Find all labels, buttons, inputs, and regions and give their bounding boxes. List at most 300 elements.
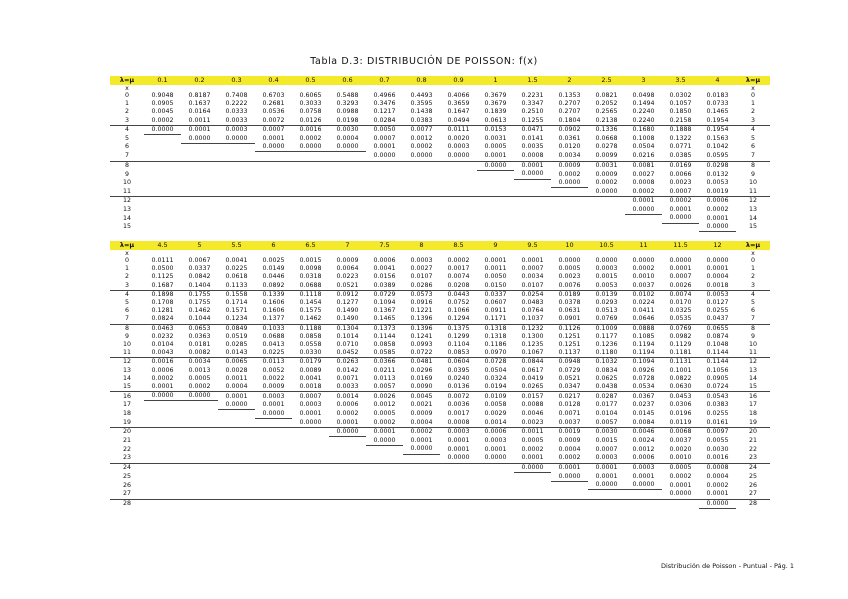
probability-cell: 0.0119 bbox=[669, 418, 692, 426]
probability-cell bbox=[255, 152, 292, 161]
probability-cell: 0.0668 bbox=[595, 134, 618, 142]
probability-cell bbox=[514, 481, 551, 490]
probability-cell bbox=[218, 197, 255, 206]
probability-cell: 0.3595 bbox=[410, 100, 433, 108]
probability-cell: 0.0437 bbox=[706, 315, 729, 323]
probability-cell: 0.0604 bbox=[440, 358, 477, 367]
probability-cell: 0.0120 bbox=[558, 143, 581, 151]
probability-cell: 0.0001 bbox=[484, 152, 507, 160]
probability-cell: 0.5488 bbox=[336, 92, 359, 99]
probability-cell: 0.0286 bbox=[410, 281, 433, 289]
probability-cell: 0.0722 bbox=[410, 349, 433, 357]
probability-cell: 0.1404 bbox=[188, 281, 211, 289]
probability-cell bbox=[292, 206, 329, 215]
probability-cell: 0.0901 bbox=[558, 315, 581, 323]
probability-cell: 0.0500 bbox=[151, 265, 174, 273]
probability-cell: 0.0002 bbox=[151, 116, 174, 124]
x-value-right: 6 bbox=[750, 307, 755, 315]
table-row bbox=[110, 428, 770, 437]
table-row bbox=[110, 125, 770, 134]
lambda-value: 10 bbox=[551, 241, 588, 250]
probability-cell: 0.1232 bbox=[514, 324, 551, 333]
x-label-right: x bbox=[751, 250, 755, 257]
x-value: 16 bbox=[110, 392, 144, 401]
probability-cell bbox=[218, 418, 255, 427]
probability-cell bbox=[144, 499, 181, 508]
probability-cell bbox=[218, 152, 255, 161]
probability-cell: 0.0006 bbox=[373, 257, 396, 264]
probability-cell: 0.0613 bbox=[484, 116, 507, 124]
probability-cell: 0.0395 bbox=[447, 366, 470, 374]
probability-cell bbox=[551, 481, 588, 490]
probability-cell bbox=[218, 454, 255, 463]
probability-cell bbox=[514, 499, 551, 508]
probability-cell bbox=[514, 179, 551, 188]
lambda-value: 0.3 bbox=[218, 76, 255, 85]
lambda-value: 8.5 bbox=[440, 241, 477, 250]
probability-cell: 0.1241 bbox=[410, 332, 433, 340]
probability-cell bbox=[181, 410, 218, 419]
table-row bbox=[110, 206, 770, 215]
probability-cell: 0.0325 bbox=[669, 307, 692, 315]
probability-cell: 0.0000 bbox=[477, 161, 514, 170]
probability-cell: 0.0993 bbox=[410, 341, 433, 349]
probability-cell: 0.0006 bbox=[477, 428, 514, 437]
probability-cell bbox=[255, 499, 292, 508]
probability-cell: 0.0000 bbox=[625, 206, 662, 215]
probability-cell bbox=[329, 161, 366, 170]
probability-cell: 0.0481 bbox=[403, 358, 440, 367]
probability-cell bbox=[218, 490, 255, 499]
table-row bbox=[110, 170, 770, 179]
probability-cell: 0.0161 bbox=[706, 418, 729, 426]
probability-cell: 0.0630 bbox=[669, 383, 692, 391]
probability-cell bbox=[514, 223, 551, 232]
lambda-value: 0.8 bbox=[403, 76, 440, 85]
lambda-value: 7 bbox=[329, 241, 366, 250]
x-value: 17 bbox=[122, 401, 131, 409]
probability-cell: 0.0363 bbox=[188, 332, 211, 340]
lambda-value: 3.5 bbox=[662, 76, 699, 85]
probability-cell bbox=[477, 223, 514, 232]
probability-cell: 0.0076 bbox=[558, 281, 581, 289]
x-value: 27 bbox=[122, 490, 131, 498]
probability-cell: 0.0655 bbox=[699, 324, 736, 333]
probability-cell: 0.4493 bbox=[410, 92, 433, 99]
probability-cell: 0.1462 bbox=[299, 315, 322, 323]
probability-cell: 0.0003 bbox=[595, 265, 618, 273]
probability-cell: 0.0265 bbox=[521, 383, 544, 391]
probability-cell: 0.0023 bbox=[669, 179, 692, 187]
probability-cell: 0.0005 bbox=[484, 143, 507, 151]
x-label: x bbox=[125, 250, 129, 257]
probability-cell: 0.0002 bbox=[403, 428, 440, 437]
probability-cell: 0.1714 bbox=[225, 299, 248, 307]
probability-cell: 0.0126 bbox=[299, 116, 322, 124]
probability-cell: 0.0030 bbox=[588, 428, 625, 437]
x-value-right: 5 bbox=[750, 299, 755, 307]
probability-cell bbox=[181, 152, 218, 161]
probability-cell bbox=[625, 499, 662, 508]
probability-cell: 0.0023 bbox=[521, 418, 544, 426]
probability-cell: 0.0022 bbox=[262, 374, 285, 382]
probability-cell: 0.0003 bbox=[447, 143, 470, 151]
probability-cell: 0.0036 bbox=[447, 401, 470, 409]
probability-cell: 0.0285 bbox=[225, 341, 248, 349]
probability-cell bbox=[477, 473, 514, 482]
probability-cell bbox=[218, 188, 255, 197]
probability-cell: 0.0824 bbox=[151, 315, 174, 323]
probability-cell: 0.0232 bbox=[151, 332, 174, 340]
probability-cell: 0.0240 bbox=[447, 374, 470, 382]
probability-cell: 0.0000 bbox=[403, 445, 440, 454]
probability-cell: 0.0000 bbox=[255, 410, 292, 419]
probability-cell: 0.0009 bbox=[262, 383, 285, 391]
probability-cell bbox=[218, 499, 255, 508]
lambda-value: 0.1 bbox=[144, 76, 181, 85]
probability-cell: 0.0001 bbox=[669, 265, 692, 273]
probability-cell bbox=[144, 445, 181, 454]
x-value: 23 bbox=[122, 454, 131, 462]
probability-cell: 0.0113 bbox=[373, 374, 396, 382]
x-value-right: 12 bbox=[736, 197, 770, 206]
probability-cell: 0.0378 bbox=[558, 299, 581, 307]
probability-cell: 0.0198 bbox=[336, 116, 359, 124]
table-row bbox=[110, 358, 770, 367]
lambda-value: 5 bbox=[181, 241, 218, 250]
probability-cell: 0.0446 bbox=[262, 273, 285, 281]
probability-cell: 0.6065 bbox=[299, 92, 322, 99]
probability-cell: 0.0107 bbox=[521, 281, 544, 289]
probability-cell: 0.0324 bbox=[484, 374, 507, 382]
probability-cell bbox=[181, 401, 218, 410]
probability-cell: 0.1708 bbox=[151, 299, 174, 307]
probability-cell: 0.0077 bbox=[403, 125, 440, 134]
probability-cell bbox=[329, 437, 366, 446]
probability-cell bbox=[255, 161, 292, 170]
probability-cell: 0.2052 bbox=[595, 100, 618, 108]
probability-cell bbox=[144, 170, 181, 179]
probability-cell: 0.0631 bbox=[558, 307, 581, 315]
probability-cell: 0.1032 bbox=[588, 358, 625, 367]
probability-cell: 0.0028 bbox=[225, 366, 248, 374]
x-value-right: 4 bbox=[736, 290, 770, 299]
probability-cell bbox=[144, 401, 181, 410]
probability-cell bbox=[255, 214, 292, 223]
probability-cell: 0.0157 bbox=[514, 392, 551, 401]
x-value: 5 bbox=[124, 299, 129, 307]
probability-cell: 0.0223 bbox=[336, 273, 359, 281]
probability-cell: 0.0688 bbox=[262, 332, 285, 340]
lambda-value: 5.5 bbox=[218, 241, 255, 250]
probability-cell: 0.0001 bbox=[669, 481, 692, 489]
probability-cell bbox=[144, 410, 181, 419]
probability-cell: 0.0001 bbox=[521, 454, 544, 462]
probability-cell: 0.0018 bbox=[706, 281, 729, 289]
probability-cell: 0.0002 bbox=[447, 257, 470, 264]
probability-cell bbox=[218, 410, 255, 419]
probability-cell: 0.0002 bbox=[151, 374, 174, 382]
table-row bbox=[110, 490, 770, 499]
x-value-right: 3 bbox=[750, 281, 755, 289]
x-value-right: 6 bbox=[750, 143, 755, 151]
probability-cell: 0.0041 bbox=[225, 257, 248, 264]
probability-cell: 0.0483 bbox=[521, 299, 544, 307]
x-value: 18 bbox=[122, 409, 131, 417]
probability-cell: 0.0618 bbox=[225, 273, 248, 281]
probability-cell: 0.0149 bbox=[262, 265, 285, 273]
probability-cell bbox=[366, 481, 403, 490]
lambda-label-right: λ=μ bbox=[736, 241, 770, 250]
probability-cell: 0.0026 bbox=[366, 392, 403, 401]
table-row bbox=[110, 179, 770, 188]
probability-cell: 0.0217 bbox=[551, 392, 588, 401]
probability-cell: 0.0653 bbox=[181, 324, 218, 333]
x-value: 9 bbox=[124, 332, 129, 340]
probability-cell: 0.1037 bbox=[521, 315, 544, 323]
probability-cell: 0.0001 bbox=[410, 437, 433, 444]
probability-cell bbox=[440, 490, 477, 499]
probability-cell bbox=[181, 445, 218, 454]
probability-cell: 0.0728 bbox=[632, 374, 655, 382]
lambda-value: 2.5 bbox=[588, 76, 625, 85]
probability-cell: 0.0000 bbox=[218, 401, 255, 410]
probability-cell: 0.0000 bbox=[366, 152, 403, 161]
probability-cell: 0.0153 bbox=[477, 125, 514, 134]
probability-cell: 0.0002 bbox=[410, 143, 433, 151]
probability-cell: 0.0014 bbox=[329, 392, 366, 401]
probability-cell: 0.0011 bbox=[188, 116, 211, 124]
probability-cell: 0.0001 bbox=[447, 437, 470, 444]
probability-cell: 0.0225 bbox=[225, 265, 248, 273]
table-row bbox=[110, 117, 770, 126]
probability-cell: 0.0006 bbox=[632, 454, 655, 462]
probability-cell: 0.2222 bbox=[225, 100, 248, 108]
probability-cell: 0.0020 bbox=[447, 134, 470, 142]
probability-cell: 0.0001 bbox=[366, 428, 403, 437]
x-value: 22 bbox=[122, 445, 131, 453]
probability-cell: 0.0141 bbox=[521, 134, 544, 142]
probability-cell: 0.0181 bbox=[188, 341, 211, 349]
probability-cell: 0.0625 bbox=[595, 374, 618, 382]
probability-cell: 0.0001 bbox=[218, 392, 255, 401]
table-row bbox=[110, 499, 770, 508]
probability-cell bbox=[514, 206, 551, 215]
x-label-right: x bbox=[751, 85, 755, 92]
probability-cell: 0.0211 bbox=[373, 366, 396, 374]
probability-cell: 0.0278 bbox=[595, 143, 618, 151]
probability-cell: 0.0002 bbox=[632, 187, 655, 195]
probability-cell: 0.0041 bbox=[299, 374, 322, 382]
probability-cell: 0.1057 bbox=[669, 100, 692, 108]
x-value-right: 3 bbox=[750, 116, 755, 124]
table-row bbox=[110, 197, 770, 206]
probability-cell: 0.0035 bbox=[521, 143, 544, 151]
probability-cell: 0.0015 bbox=[595, 273, 618, 281]
x-value: 20 bbox=[110, 428, 144, 437]
probability-cell bbox=[181, 499, 218, 508]
probability-cell: 0.0710 bbox=[336, 341, 359, 349]
probability-cell: 0.0001 bbox=[514, 161, 551, 170]
x-value-right: 15 bbox=[748, 383, 757, 391]
x-value: 4 bbox=[110, 125, 144, 134]
probability-cell bbox=[403, 499, 440, 508]
probability-cell: 0.0001 bbox=[625, 197, 662, 206]
probability-cell: 0.0000 bbox=[144, 392, 181, 401]
probability-cell: 0.0002 bbox=[632, 265, 655, 273]
probability-cell bbox=[440, 499, 477, 508]
probability-cell bbox=[144, 197, 181, 206]
probability-cell bbox=[255, 463, 292, 472]
probability-cell: 0.0012 bbox=[410, 134, 433, 142]
probability-cell: 0.0001 bbox=[706, 265, 729, 273]
probability-cell bbox=[403, 179, 440, 188]
probability-cell: 0.1255 bbox=[521, 116, 544, 124]
probability-cell: 0.0000 bbox=[366, 437, 403, 446]
probability-cell bbox=[440, 179, 477, 188]
x-value-right: 11 bbox=[748, 187, 757, 195]
probability-cell: 0.3293 bbox=[336, 100, 359, 108]
probability-cell bbox=[514, 490, 551, 499]
probability-cell bbox=[551, 223, 588, 232]
probability-cell: 0.0031 bbox=[484, 134, 507, 142]
table-row bbox=[110, 333, 770, 341]
probability-cell: 0.0003 bbox=[440, 428, 477, 437]
table-row bbox=[110, 341, 770, 349]
probability-cell: 0.0058 bbox=[484, 401, 507, 409]
probability-cell: 0.4966 bbox=[373, 92, 396, 99]
probability-cell: 0.0413 bbox=[262, 341, 285, 349]
probability-cell bbox=[403, 481, 440, 490]
probability-cell: 0.0006 bbox=[699, 197, 736, 206]
probability-cell bbox=[218, 428, 255, 437]
probability-cell: 0.0026 bbox=[669, 281, 692, 289]
probability-cell: 0.0113 bbox=[255, 358, 292, 367]
probability-cell: 0.0024 bbox=[632, 437, 655, 444]
probability-cell bbox=[144, 463, 181, 472]
table-row bbox=[110, 418, 770, 427]
probability-cell: 0.0769 bbox=[595, 315, 618, 323]
probability-cell: 0.1465 bbox=[373, 315, 396, 323]
probability-cell bbox=[329, 188, 366, 197]
probability-cell bbox=[588, 223, 625, 232]
probability-cell: 0.0330 bbox=[299, 349, 322, 357]
probability-cell bbox=[625, 223, 662, 232]
probability-cell: 0.0002 bbox=[373, 418, 396, 426]
probability-cell: 0.0002 bbox=[558, 454, 581, 462]
x-value: 1 bbox=[124, 265, 129, 273]
x-value-right: 24 bbox=[736, 463, 770, 472]
probability-cell bbox=[551, 214, 588, 223]
probability-cell bbox=[181, 206, 218, 215]
probability-cell: 0.0089 bbox=[299, 366, 322, 374]
probability-cell: 0.1129 bbox=[669, 341, 692, 349]
probability-cell: 0.1194 bbox=[632, 341, 655, 349]
x-value: 0 bbox=[124, 92, 129, 99]
probability-cell bbox=[329, 454, 366, 463]
lambda-value: 0.4 bbox=[255, 76, 292, 85]
probability-cell: 0.0844 bbox=[514, 358, 551, 367]
x-value-right: 14 bbox=[748, 374, 757, 382]
poisson-table-1 bbox=[110, 76, 770, 232]
probability-cell bbox=[255, 473, 292, 482]
probability-cell: 0.0000 bbox=[632, 257, 655, 264]
probability-cell: 0.1171 bbox=[484, 315, 507, 323]
probability-cell bbox=[440, 197, 477, 206]
probability-cell: 0.6703 bbox=[262, 92, 285, 99]
x-value: 12 bbox=[110, 197, 144, 206]
probability-cell: 0.1251 bbox=[558, 341, 581, 349]
x-value: 24 bbox=[110, 463, 144, 472]
probability-cell: 0.0595 bbox=[706, 152, 729, 160]
x-value-right: 21 bbox=[748, 437, 757, 444]
probability-cell bbox=[292, 463, 329, 472]
probability-cell: 0.0970 bbox=[484, 349, 507, 357]
probability-cell: 0.0127 bbox=[706, 299, 729, 307]
probability-cell: 0.0009 bbox=[558, 437, 581, 444]
probability-cell: 0.0074 bbox=[662, 290, 699, 299]
table-row bbox=[110, 108, 770, 116]
probability-cell: 0.0001 bbox=[706, 490, 729, 498]
probability-cell bbox=[366, 445, 403, 454]
probability-cell: 0.0018 bbox=[299, 383, 322, 391]
probability-cell bbox=[218, 463, 255, 472]
probability-cell: 0.0002 bbox=[336, 409, 359, 417]
probability-cell: 0.1954 bbox=[699, 125, 736, 134]
probability-cell: 0.0004 bbox=[558, 445, 581, 453]
table-row bbox=[110, 100, 770, 108]
probability-cell: 0.0000 bbox=[588, 481, 625, 490]
probability-cell: 0.0385 bbox=[669, 152, 692, 160]
probability-cell: 0.0015 bbox=[299, 257, 322, 264]
probability-cell: 0.0902 bbox=[551, 125, 588, 134]
probability-cell: 0.0000 bbox=[625, 481, 662, 490]
probability-cell: 0.0306 bbox=[669, 401, 692, 409]
probability-cell bbox=[292, 428, 329, 437]
probability-cell: 0.4066 bbox=[447, 92, 470, 99]
probability-cell: 0.9048 bbox=[151, 92, 174, 99]
probability-cell: 0.0007 bbox=[669, 187, 692, 195]
probability-cell: 0.0003 bbox=[218, 125, 255, 134]
probability-cell: 0.1235 bbox=[521, 341, 544, 349]
probability-cell bbox=[329, 499, 366, 508]
probability-cell: 0.0001 bbox=[336, 418, 359, 426]
probability-cell bbox=[181, 473, 218, 482]
probability-cell: 0.0003 bbox=[255, 392, 292, 401]
table-row bbox=[110, 375, 770, 383]
x-value: 3 bbox=[124, 281, 129, 289]
probability-cell: 0.0389 bbox=[373, 281, 396, 289]
probability-cell: 0.0254 bbox=[514, 290, 551, 299]
probability-cell: 0.8187 bbox=[188, 92, 211, 99]
probability-cell: 0.3659 bbox=[447, 100, 470, 108]
probability-cell: 0.2707 bbox=[558, 100, 581, 108]
table-row bbox=[110, 273, 770, 281]
probability-cell bbox=[477, 170, 514, 179]
probability-cell: 0.0255 bbox=[706, 409, 729, 417]
table-row bbox=[110, 473, 770, 482]
page-title: Tabla D.3: DISTRIBUCIÓN DE POISSON: f(x) bbox=[310, 56, 538, 67]
probability-cell: 0.1755 bbox=[181, 290, 218, 299]
probability-cell: 0.1687 bbox=[151, 281, 174, 289]
table-row bbox=[110, 445, 770, 454]
probability-cell: 0.0017 bbox=[447, 409, 470, 417]
probability-cell: 0.0170 bbox=[669, 299, 692, 307]
probability-cell: 0.0169 bbox=[410, 374, 433, 382]
probability-cell: 0.0011 bbox=[225, 374, 248, 382]
probability-cell: 0.1144 bbox=[699, 358, 736, 367]
lambda-value: 7.5 bbox=[366, 241, 403, 250]
